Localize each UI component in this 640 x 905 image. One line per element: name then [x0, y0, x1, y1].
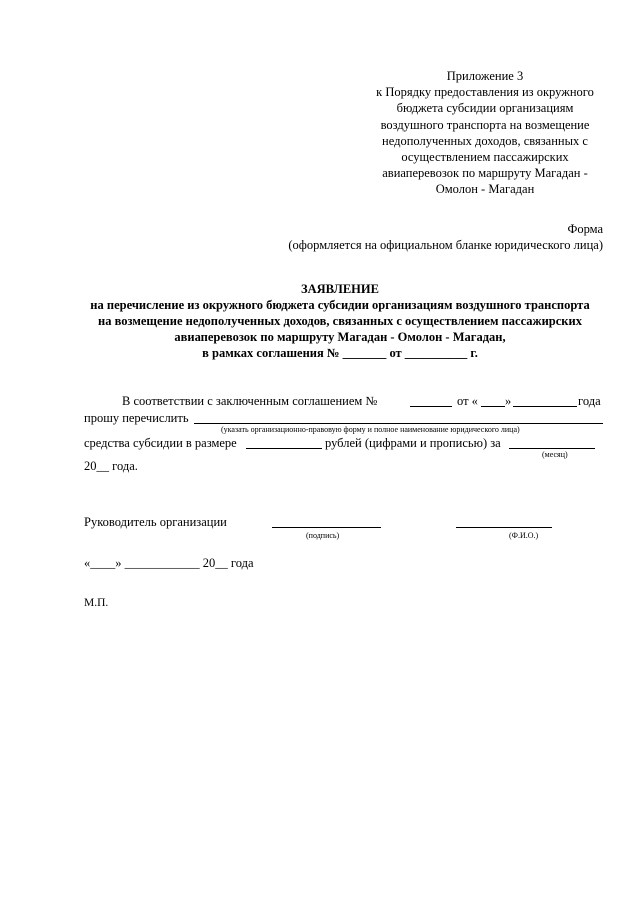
form-note: (оформляется на официальном бланке юридического лица)	[288, 238, 603, 252]
appendix-line: недополученных доходов, связанных с	[382, 133, 588, 148]
p4-year: 20__ года.	[84, 459, 138, 473]
full-name-hint: (Ф.И.О.)	[509, 531, 539, 540]
appendix-line: авиаперевозок по маршруту Магадан -	[382, 166, 588, 181]
agreement-number-field[interactable]	[410, 394, 452, 407]
form-block	[250, 221, 603, 253]
stamp-place: М.П.	[84, 597, 109, 609]
month-field[interactable]	[509, 436, 595, 449]
signature-field[interactable]	[272, 515, 381, 528]
subsidy-amount-field[interactable]	[246, 436, 322, 449]
p3-mid: рублей (цифрами и прописью) за	[325, 436, 501, 450]
signature-label: Руководитель организации	[84, 515, 227, 529]
p1-close: »	[505, 394, 512, 408]
full-name-field[interactable]	[456, 515, 552, 528]
organization-hint: (указать организационно-правовую форму и полное наименование юридического лица)	[221, 425, 520, 434]
organization-name-field[interactable]	[194, 411, 603, 424]
p1-year: года	[578, 394, 601, 408]
title-line: на перечисление из окружного бюджета субсидии организациям воздушного транспорта	[90, 298, 590, 312]
title-heading: ЗАЯВЛЕНИЕ	[301, 282, 379, 296]
appendix-line: бюджета субсидии организациям	[396, 101, 574, 116]
p3-start: средства субсидии в размере	[84, 436, 237, 450]
title-line: авиаперевозок по маршруту Магадан - Омолон - Магадан,	[174, 330, 506, 344]
appendix-line: воздушного транспорта на возмещение	[380, 117, 590, 132]
form-label: Форма	[567, 222, 603, 236]
date-line: «____» ____________ 20__ года	[84, 556, 254, 570]
month-hint: (месяц)	[542, 450, 568, 459]
agreement-month-field[interactable]	[513, 394, 577, 407]
appendix-block	[354, 68, 616, 198]
p1-start: В соответствии с заключенным соглашением №	[122, 394, 378, 408]
appendix-line: Приложение 3	[446, 69, 524, 83]
title-line: на возмещение недополученных доходов, связанных с осуществлением пассажирских	[98, 314, 582, 328]
p2-start: прошу перечислить	[84, 411, 189, 425]
p1-from: от «	[457, 394, 478, 408]
signature-hint: (подпись)	[306, 531, 340, 540]
appendix-line: осуществлением пассажирских	[401, 150, 569, 165]
agreement-day-field[interactable]	[481, 394, 505, 407]
appendix-line: Омолон - Магадан	[435, 182, 535, 197]
title-line: в рамках соглашения № _______ от __________ г.	[202, 346, 478, 360]
appendix-line: к Порядку предоставления из окружного	[376, 85, 594, 100]
document-title	[40, 281, 640, 361]
